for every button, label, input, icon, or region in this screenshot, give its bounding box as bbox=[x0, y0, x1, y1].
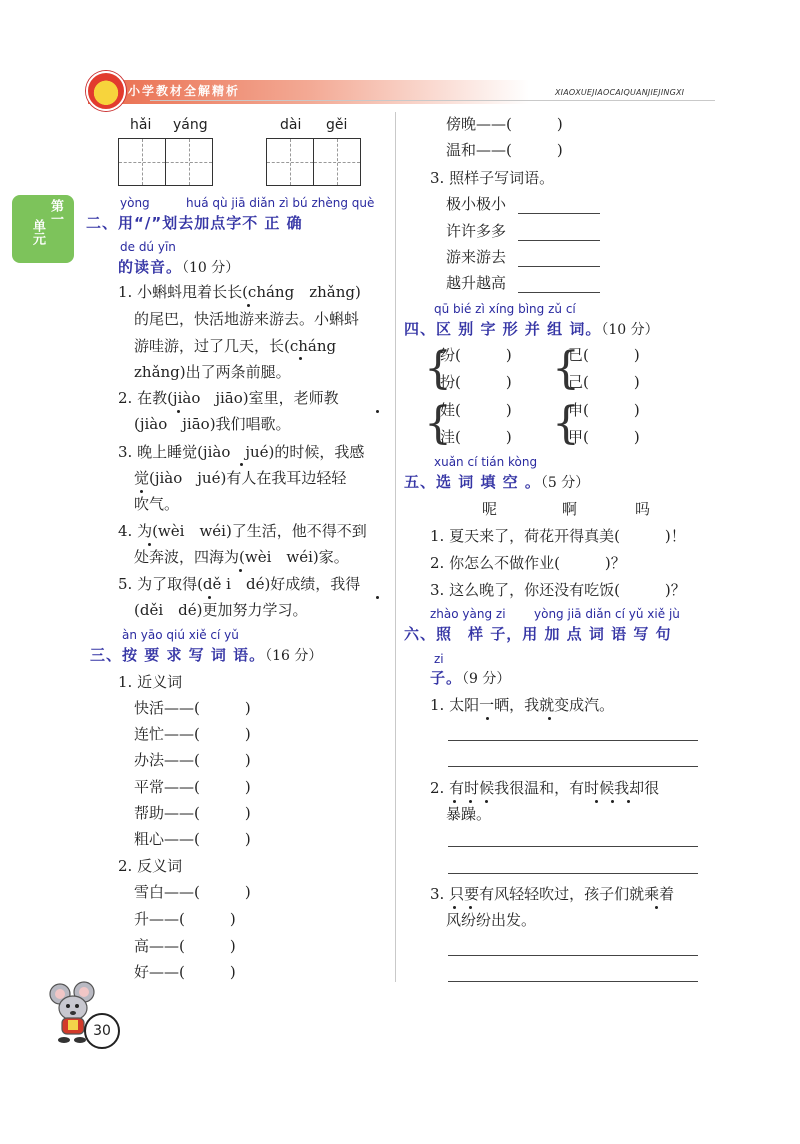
section6-pinyin: yòng jiā diǎn cí yǔ xiě jù bbox=[534, 607, 680, 621]
answer-line[interactable] bbox=[518, 266, 600, 267]
synonym-item[interactable]: 办法——( ) bbox=[134, 751, 251, 769]
fill-blank-item[interactable]: 2. 你怎么不做作业( )？ bbox=[430, 554, 626, 572]
section4-heading: 四、区 别 字 形 并 组 词。（10 分） bbox=[404, 320, 659, 338]
sentence-item: 2. 有时候我很温和，有时候我却很 bbox=[430, 779, 660, 797]
question-line: (děi dé)更加努力学习。 bbox=[134, 601, 308, 619]
char-pair-item[interactable]: 纷( ) bbox=[440, 346, 512, 364]
section6-pinyin: zhào yàng zi bbox=[430, 607, 506, 621]
section6-pinyin: zi bbox=[434, 652, 444, 666]
logo-badge-icon bbox=[86, 71, 126, 111]
question-line: 的尾巴，快活地游来游去。小蝌蚪 bbox=[134, 310, 360, 328]
pattern-word: 游来游去 bbox=[446, 248, 507, 266]
emphasis-dot bbox=[655, 906, 658, 909]
brace-icon: { bbox=[552, 398, 580, 449]
section5-pinyin: xuǎn cí tián kòng bbox=[434, 455, 538, 469]
brace-icon: { bbox=[424, 343, 452, 394]
synonym-item[interactable]: 帮助——( ) bbox=[134, 804, 251, 822]
sentence-item: 风纷纷出发。 bbox=[446, 911, 537, 929]
pattern-word: 越升越高 bbox=[446, 274, 507, 292]
section2-heading: 二、用“/”划去加点字不 正 确 bbox=[86, 214, 303, 232]
answer-line[interactable] bbox=[518, 292, 600, 293]
synonym-item[interactable]: 连忙——( ) bbox=[134, 725, 251, 743]
emphasis-dot bbox=[140, 490, 143, 493]
page-number: 30 bbox=[84, 1013, 120, 1049]
pinyin-label: yáng bbox=[173, 117, 208, 133]
brace-icon: { bbox=[552, 343, 580, 394]
answer-line[interactable] bbox=[448, 766, 698, 767]
emphasis-dot bbox=[376, 410, 379, 413]
side-tab-col1: 第一 bbox=[48, 199, 63, 225]
section3-heading: 三、按 要 求 写 词 语。（16 分） bbox=[90, 646, 323, 664]
question-line: 4. 为(wèi wéi)了生活，他不得不到 bbox=[118, 522, 367, 540]
question-line: 1. 小蝌蚪甩着长长(cháng zhǎng) bbox=[118, 283, 361, 301]
emphasis-dot bbox=[376, 596, 379, 599]
char-pair-item[interactable]: 己( ) bbox=[568, 373, 640, 391]
unit-side-tab bbox=[12, 195, 74, 263]
emphasis-dot bbox=[627, 800, 630, 803]
section2-heading: 的读音。（10 分） bbox=[118, 258, 240, 276]
char-pair-item[interactable]: 甲( ) bbox=[568, 428, 640, 446]
char-pair-item[interactable]: 娃( ) bbox=[440, 401, 512, 419]
answer-line[interactable] bbox=[448, 955, 698, 956]
question-line: zhǎng)出了两条前腿。 bbox=[134, 363, 291, 381]
column-divider bbox=[395, 112, 396, 982]
pinyin-label: gěi bbox=[326, 117, 348, 133]
sentence-item: 暴躁。 bbox=[446, 805, 492, 823]
synonym-item[interactable]: 粗心——( ) bbox=[134, 830, 251, 848]
answer-line[interactable] bbox=[448, 740, 698, 741]
pattern-word: 极小极小 bbox=[446, 195, 507, 213]
char-pair-item[interactable]: 洼( ) bbox=[440, 428, 512, 446]
emphasis-dot bbox=[611, 800, 614, 803]
question-line: 2. 在教(jiào jiāo)室里，老师教 bbox=[118, 389, 339, 407]
sentence-item: 1. 太阳一晒，我就变成汽。 bbox=[430, 696, 615, 714]
fill-blank-item[interactable]: 1. 夏天来了，荷花开得真美( )！ bbox=[430, 527, 686, 545]
question-line: 游哇游，过了几天，长(cháng bbox=[134, 337, 337, 355]
emphasis-dot bbox=[486, 717, 489, 720]
emphasis-dot bbox=[485, 800, 488, 803]
section2-pinyin: huá qù jiā diǎn zì bú zhèng què bbox=[186, 196, 375, 210]
sentence-item: 3. 只要有风轻轻吹过，孩子们就乘着 bbox=[430, 885, 675, 903]
emphasis-dot bbox=[247, 304, 250, 307]
synonym-item[interactable]: 平常——( ) bbox=[134, 778, 251, 796]
pattern-word: 许许多多 bbox=[446, 222, 507, 240]
emphasis-dot bbox=[177, 410, 180, 413]
section5-heading: 五、选 词 填 空 。（5 分） bbox=[404, 473, 590, 491]
fill-blank-item[interactable]: 3. 这么晚了，你还没有吃饭( )？ bbox=[430, 581, 686, 599]
header-title: 小学教材全解精析 bbox=[128, 84, 241, 98]
emphasis-dot bbox=[299, 357, 302, 360]
side-tab-col2: 单元 bbox=[30, 219, 45, 245]
answer-line[interactable] bbox=[448, 846, 698, 847]
writing-grid-box[interactable] bbox=[266, 138, 314, 186]
sub-heading: 1. 近义词 bbox=[118, 673, 183, 691]
question-line: 处奔波，四海为(wèi wéi)家。 bbox=[134, 548, 349, 566]
pinyin-label: dài bbox=[280, 117, 302, 133]
char-pair-item[interactable]: 已( ) bbox=[568, 346, 640, 364]
writing-grid-box[interactable] bbox=[313, 138, 361, 186]
section2-pinyin: yòng bbox=[120, 196, 150, 210]
antonym-item[interactable]: 温和——( ) bbox=[446, 141, 563, 159]
sub-heading: 3. 照样子写词语。 bbox=[430, 169, 555, 187]
section3-pinyin: àn yāo qiú xiě cí yǔ bbox=[122, 628, 239, 642]
header-right-text: XIAOXUEJIAOCAIQUANJIEJINGXI bbox=[555, 88, 685, 97]
emphasis-dot bbox=[453, 906, 456, 909]
emphasis-dot bbox=[148, 543, 151, 546]
section4-pinyin: qū bié zì xíng bìng zǔ cí bbox=[434, 302, 576, 316]
section6-heading: 六、照 样 子，用 加 点 词 语 写 句 bbox=[404, 625, 672, 643]
antonym-item[interactable]: 好——( ) bbox=[134, 963, 236, 981]
question-line: 觉(jiào jué)有人在我耳边轻轻 bbox=[134, 469, 347, 487]
header-rule bbox=[150, 100, 715, 101]
question-line: (jiào jiāo)我们唱歌。 bbox=[134, 415, 291, 433]
emphasis-dot bbox=[208, 596, 211, 599]
word-option: 啊 bbox=[562, 500, 578, 518]
word-option: 吗 bbox=[635, 500, 651, 518]
emphasis-dot bbox=[240, 463, 243, 466]
sub-heading: 2. 反义词 bbox=[118, 857, 183, 875]
question-line: 3. 晚上睡觉(jiào jué)的时候，我感 bbox=[118, 443, 365, 461]
writing-grid-box[interactable] bbox=[118, 138, 166, 186]
section6-heading: 子。（9 分） bbox=[430, 669, 511, 687]
emphasis-dot bbox=[453, 800, 456, 803]
antonym-item[interactable]: 傍晚——( ) bbox=[446, 115, 563, 133]
answer-line[interactable] bbox=[448, 873, 698, 874]
emphasis-dot bbox=[595, 800, 598, 803]
question-line: 5. 为了取得(dě i dé)好成绩，我得 bbox=[118, 575, 361, 593]
antonym-item[interactable]: 雪白——( ) bbox=[134, 883, 251, 901]
pinyin-label: hǎi bbox=[130, 117, 152, 133]
emphasis-dot bbox=[469, 906, 472, 909]
brace-icon: { bbox=[424, 398, 452, 449]
section2-pinyin: de dú yīn bbox=[120, 240, 176, 254]
answer-line[interactable] bbox=[518, 213, 600, 214]
question-line: 吹气。 bbox=[134, 495, 180, 513]
writing-grid-box[interactable] bbox=[165, 138, 213, 186]
answer-line[interactable] bbox=[518, 240, 600, 241]
char-pair-item[interactable]: 扮( ) bbox=[440, 373, 512, 391]
emphasis-dot bbox=[548, 717, 551, 720]
emphasis-dot bbox=[239, 569, 242, 572]
antonym-item[interactable]: 升——( ) bbox=[134, 910, 236, 928]
synonym-item[interactable]: 快活——( ) bbox=[134, 699, 251, 717]
word-option: 呢 bbox=[482, 500, 498, 518]
emphasis-dot bbox=[469, 800, 472, 803]
char-pair-item[interactable]: 申( ) bbox=[568, 401, 640, 419]
answer-line[interactable] bbox=[448, 981, 698, 982]
antonym-item[interactable]: 高——( ) bbox=[134, 937, 236, 955]
